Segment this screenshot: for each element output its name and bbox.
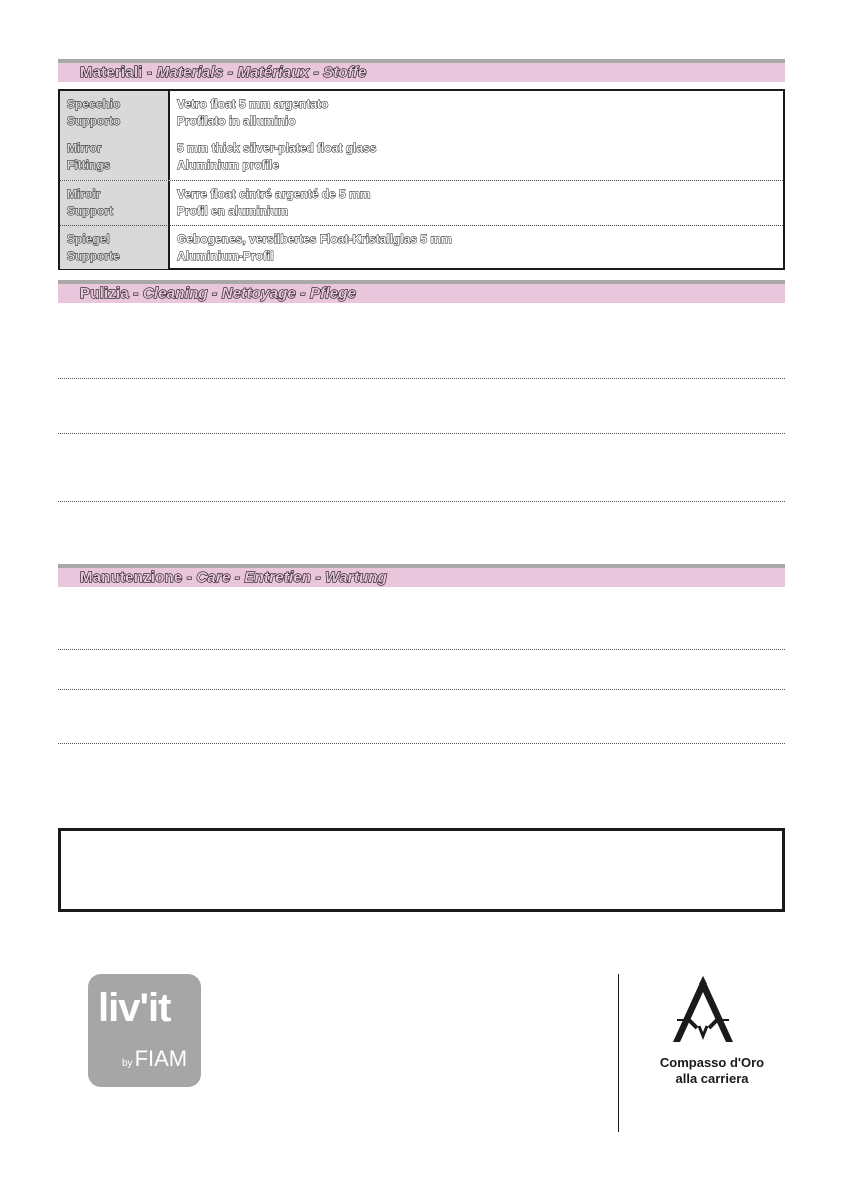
label-mirror: Miroir bbox=[67, 187, 101, 201]
cleaning-section-header bbox=[58, 280, 785, 303]
label-mirror: Specchio bbox=[67, 97, 121, 111]
care-divider bbox=[58, 743, 785, 744]
care-divider bbox=[58, 649, 785, 650]
title-separator: - bbox=[128, 285, 143, 302]
cleaning-title-main: Pulizia bbox=[80, 285, 129, 302]
label-support: Supporto bbox=[67, 114, 121, 128]
value-mirror: Gebogenes, versilbertes Float-Kristallglas 5 mm bbox=[177, 232, 452, 246]
materials-table bbox=[58, 89, 785, 270]
label-mirror: Mirror bbox=[67, 141, 102, 155]
label-mirror: Spiegel bbox=[67, 232, 110, 246]
compasso-doro-icon bbox=[663, 974, 743, 1048]
row-labels-en bbox=[60, 135, 170, 180]
label-support: Fittings bbox=[67, 158, 111, 172]
row-values-it bbox=[170, 91, 328, 135]
materials-section-header bbox=[58, 59, 785, 82]
title-separator: - bbox=[142, 64, 157, 81]
award-line-1: Compasso d'Oro bbox=[659, 1055, 765, 1070]
value-support: Aluminium profile bbox=[177, 158, 279, 172]
row-labels-fr bbox=[60, 181, 170, 226]
materials-title-main: Materiali bbox=[80, 64, 143, 81]
value-mirror: Vetro float 5 mm argentato bbox=[177, 97, 329, 111]
row-values-de bbox=[170, 226, 452, 269]
cleaning-title-translations: Cleaning - Nettoyage - Pflege bbox=[142, 285, 357, 302]
cleaning-divider bbox=[58, 433, 785, 434]
row-values-fr bbox=[170, 181, 370, 226]
logo-by-text: by bbox=[122, 1058, 133, 1069]
table-row bbox=[60, 135, 783, 180]
row-values-en bbox=[170, 135, 376, 180]
value-support: Profilato in alluminio bbox=[177, 114, 296, 128]
care-title-main: Manutenzione bbox=[80, 569, 183, 586]
livit-logo bbox=[88, 974, 201, 1087]
award-line-2: alla carriera bbox=[675, 1071, 749, 1086]
cleaning-divider bbox=[58, 378, 785, 379]
table-row bbox=[60, 91, 783, 135]
table-row bbox=[60, 180, 783, 226]
logo-byline bbox=[122, 1046, 187, 1072]
care-title-translations: Care - Entretien - Wartung bbox=[196, 569, 388, 586]
value-mirror: Verre float cintré argenté de 5 mm bbox=[177, 187, 371, 201]
vertical-divider bbox=[618, 974, 619, 1132]
value-support: Aluminium-Profil bbox=[177, 249, 274, 263]
cleaning-divider bbox=[58, 501, 785, 502]
notice-box bbox=[58, 828, 785, 912]
materials-title-translations: Materials - Matériaux - Stoffe bbox=[156, 64, 367, 81]
care-section-header bbox=[58, 564, 785, 587]
value-support: Profil en aluminium bbox=[177, 204, 289, 218]
table-row bbox=[60, 225, 783, 269]
compasso-doro-caption bbox=[630, 1055, 794, 1087]
care-divider bbox=[58, 689, 785, 690]
label-support: Support bbox=[67, 204, 113, 218]
row-labels-de bbox=[60, 226, 170, 269]
label-support: Supporte bbox=[67, 249, 120, 263]
value-mirror: 5 mm thick silver-plated float glass bbox=[177, 141, 377, 155]
title-separator: - bbox=[182, 569, 197, 586]
logo-brand-name: FIAM bbox=[134, 1046, 188, 1071]
logo-wordmark: liv'it bbox=[98, 986, 171, 1030]
row-labels-it bbox=[60, 91, 170, 135]
